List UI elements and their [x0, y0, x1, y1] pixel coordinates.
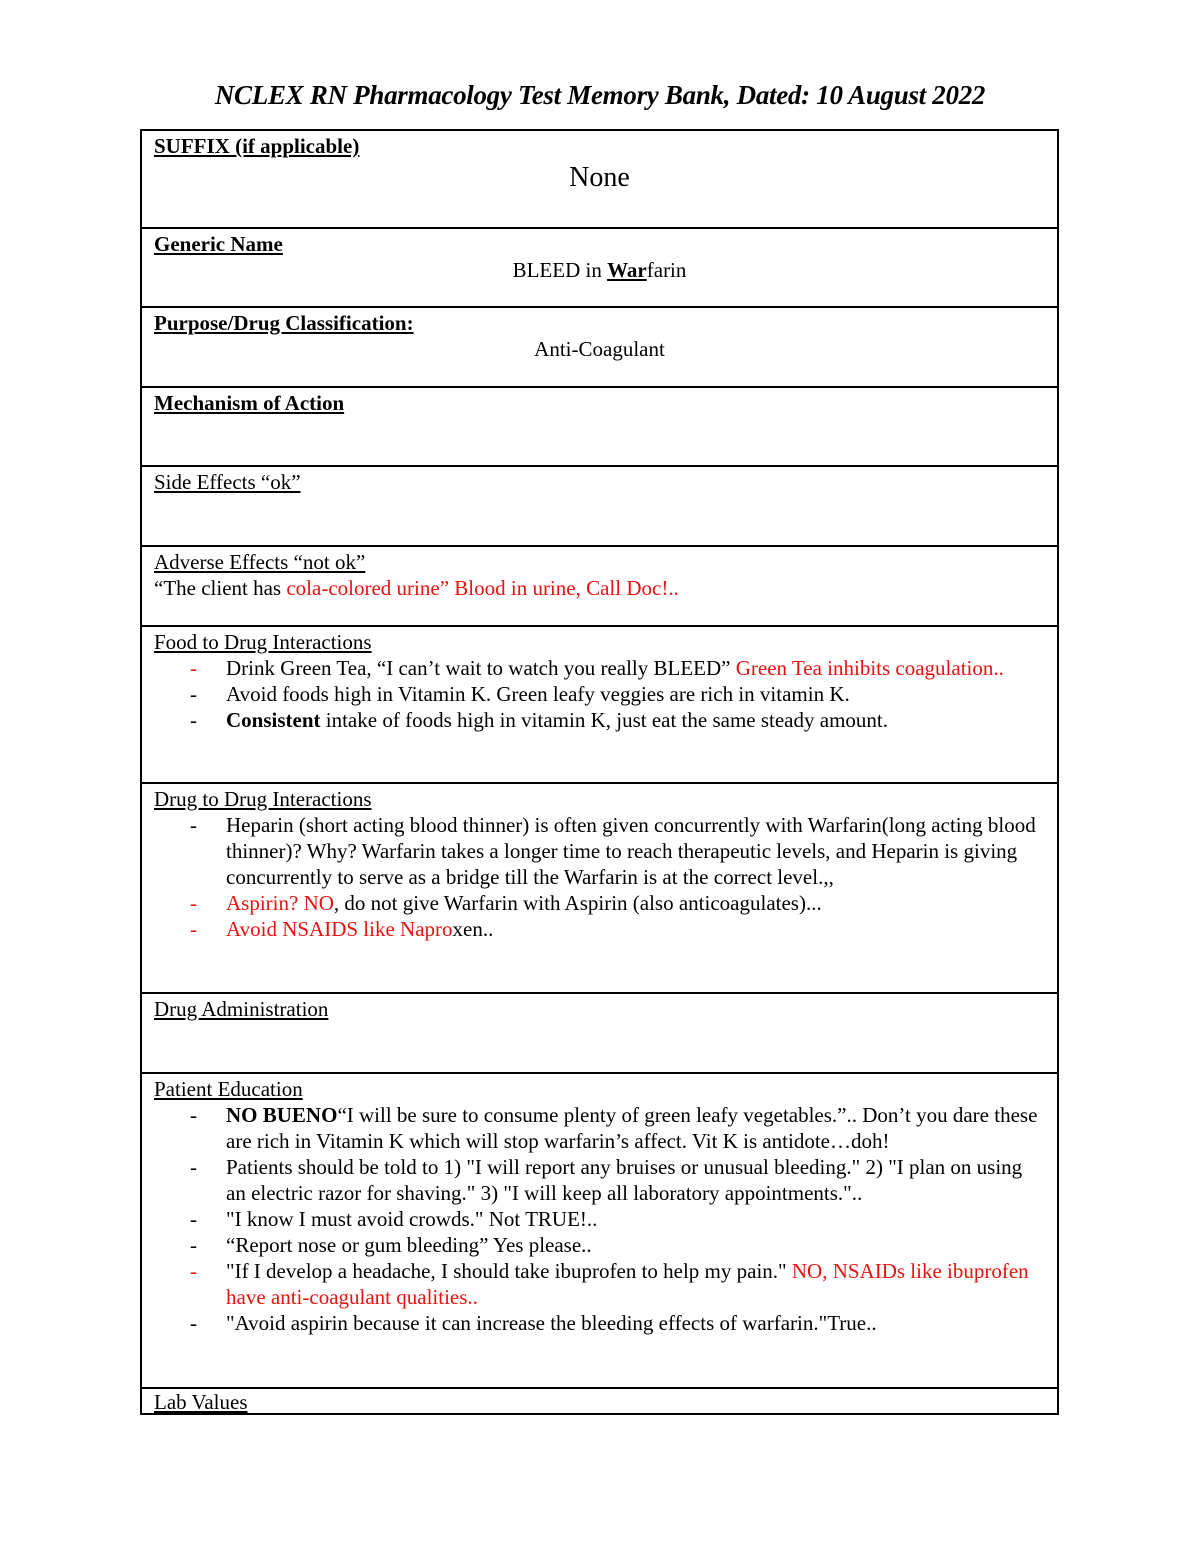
adverse-text-black: “The client has [154, 576, 287, 600]
list-item [154, 1102, 1045, 1154]
dash-bullet: - [190, 1311, 197, 1335]
list-item [154, 1232, 1045, 1258]
list-item [154, 1258, 1045, 1310]
dash-bullet: - [190, 656, 197, 680]
purpose-row [142, 308, 1057, 388]
drug-item3-red: Avoid NSAIDS like Napro [226, 917, 453, 941]
drug-card-table [140, 129, 1059, 1415]
food-item1-black: Drink Green Tea, “I can’t wait to watch you really BLEED” [226, 656, 736, 680]
purpose-label: Purpose/Drug Classification: [154, 311, 414, 335]
document-title: NCLEX RN Pharmacology Test Memory Bank, Dated: 10 August 2022 [214, 80, 986, 110]
generic-name-row [142, 229, 1057, 308]
list-item [154, 812, 1045, 890]
side-effects-row [142, 467, 1057, 547]
patient-education-row [142, 1074, 1057, 1389]
food-interactions-label: Food to Drug Interactions [154, 630, 372, 654]
edu-item5-red: NO, NSAIDs like ibuprofen have anti-coagulant qualities.. [226, 1259, 1029, 1309]
suffix-row [142, 131, 1057, 229]
generic-name-pre: BLEED in [512, 258, 608, 282]
edu-item1-rest: “I will be sure to consume plenty of green leafy vegetables.”.. Don’t you dare these are rich in Vitamin K which will stop warfarin’s affect. Vit K is antidote…doh! [226, 1103, 1038, 1153]
food-item1-red: Green Tea inhibits coagulation.. [735, 656, 1004, 680]
edu-item6: "Avoid aspirin because it can increase the bleeding effects of warfarin."True.. [226, 1311, 877, 1335]
dash-bullet: - [190, 1207, 197, 1231]
edu-item4: “Report nose or gum bleeding” Yes please.. [226, 1233, 592, 1257]
dash-bullet: - [190, 1259, 197, 1283]
side-effects-label: Side Effects “ok” [154, 470, 301, 494]
generic-name-post: farin [646, 258, 687, 282]
drug-administration-row [142, 994, 1057, 1074]
list-item [154, 1206, 1045, 1232]
generic-name-value [154, 257, 1045, 283]
list-item [154, 681, 1045, 707]
edu-item5-black: "If I develop a headache, I should take ibuprofen to help my pain." [226, 1259, 792, 1283]
patient-education-list [154, 1102, 1045, 1336]
list-item [154, 1310, 1045, 1336]
drug-item3-rest: xen.. [452, 917, 494, 941]
purpose-value: Anti-Coagulant [534, 337, 665, 361]
edu-item2: Patients should be told to 1) "I will report any bruises or unusual bleeding." 2) "I plan on using an electric razor for shaving." 3) "I will keep all laboratory appointments.".. [226, 1155, 1023, 1205]
list-item [154, 707, 1045, 733]
dash-bullet: - [190, 708, 197, 732]
food-item2: Avoid foods high in Vitamin K. Green leafy veggies are rich in vitamin K. [226, 682, 850, 706]
food-item3-rest: intake of foods high in vitamin K, just eat the same steady amount. [320, 708, 888, 732]
dash-bullet: - [190, 813, 197, 837]
drug-interactions-row [142, 784, 1057, 994]
food-item3-bold: Consistent [226, 708, 321, 732]
generic-name-label: Generic Name [154, 232, 283, 256]
dash-bullet: - [190, 891, 197, 915]
mechanism-label: Mechanism of Action [154, 391, 345, 415]
list-item [154, 916, 1045, 942]
mechanism-row [142, 388, 1057, 467]
adverse-effects-row [142, 547, 1057, 627]
drug-item2-red: Aspirin? NO [226, 891, 334, 915]
suffix-label: SUFFIX (if applicable) [154, 134, 360, 158]
dash-bullet: - [190, 917, 197, 941]
dash-bullet: - [190, 1103, 197, 1127]
dash-bullet: - [190, 1155, 197, 1179]
food-interactions-row [142, 627, 1057, 784]
lab-values-row [142, 1389, 1057, 1413]
patient-education-label: Patient Education [154, 1077, 303, 1101]
drug-item2-rest: , do not give Warfarin with Aspirin (also anticoagulates)... [333, 891, 822, 915]
lab-values-label: Lab Values [154, 1390, 248, 1414]
list-item [154, 655, 1045, 681]
adverse-effects-text [154, 575, 1045, 601]
list-item [154, 1154, 1045, 1206]
dash-bullet: - [190, 682, 197, 706]
edu-item1-bold: NO BUENO [226, 1103, 338, 1127]
drug-interactions-list [154, 812, 1045, 942]
generic-name-war: War [607, 258, 647, 282]
dash-bullet: - [190, 1233, 197, 1257]
suffix-value: None [569, 162, 630, 193]
adverse-text-red: cola-colored urine” Blood in urine, Call Doc!.. [286, 576, 679, 600]
food-interactions-list [154, 655, 1045, 733]
list-item [154, 890, 1045, 916]
adverse-effects-label: Adverse Effects “not ok” [154, 550, 366, 574]
drug-item1: Heparin (short acting blood thinner) is often given concurrently with Warfarin(long acting blood thinner)? Why? Warfarin takes a longer time to reach therapeutic levels, and Heparin is giving concurrently to serve as a bridge till the Warfarin is at the correct level.,, [226, 813, 1036, 889]
drug-interactions-label: Drug to Drug Interactions [154, 787, 372, 811]
edu-item3: "I know I must avoid crowds." Not TRUE!.. [226, 1207, 598, 1231]
drug-administration-label: Drug Administration [154, 997, 329, 1021]
